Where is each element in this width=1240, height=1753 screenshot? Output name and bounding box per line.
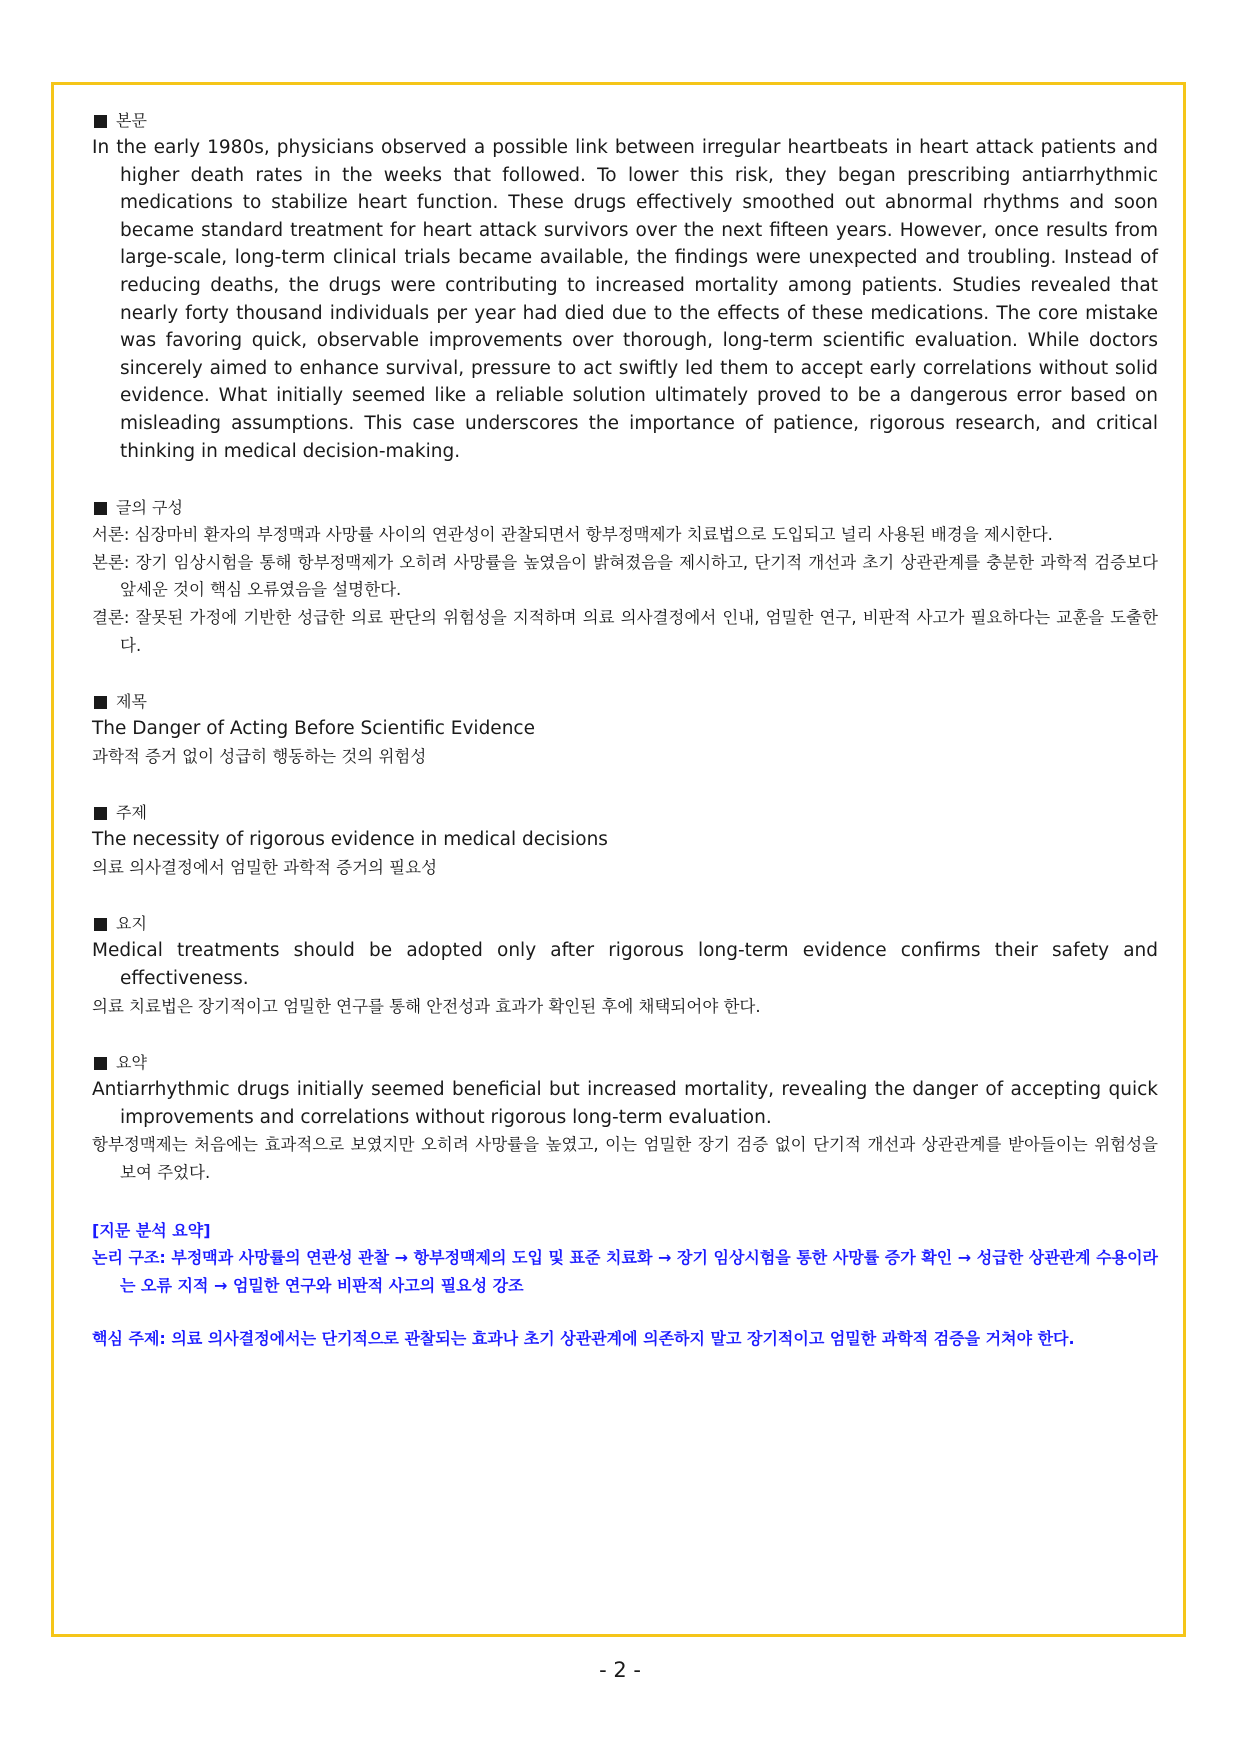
analysis-logic: 논리 구조: 부정맥과 사망률의 연관성 관찰 → 항부정맥제의 도입 및 표준 치료화 → 장기 임상시험을 통한 사망률 증가 확인 → 성급한 상관관계 수용이라는 오류 지적 → 엄밀한 연구와 비판적 사고의 필요성 강조 — [92, 1248, 1158, 1295]
analysis-heading: [지문 분석 요약] — [92, 1220, 211, 1240]
summary-en: Antiarrhythmic drugs initially seemed beneficial but increased mortality, revealing the danger of accepting quick improvements and correlations without rigorous long-term evaluation. — [92, 1079, 1158, 1128]
summary-ko: 항부정맥제는 처음에는 효과적으로 보였지만 오히려 사망률을 높였고, 이는 엄밀한 장기 검증 없이 단기적 개선과 상관관계를 받아들이는 위험성을 보여 주었다. — [92, 1135, 1158, 1183]
section-topic — [92, 800, 1158, 881]
section-heading: 주제 — [92, 800, 1158, 826]
square-bullet-icon — [94, 115, 107, 128]
analysis-core: 핵심 주제: 의료 의사결정에서는 단기적으로 관찰되는 효과나 초기 상관관계에 의존하지 말고 장기적이고 엄밀한 과학적 검증을 거쳐야 한다. — [92, 1329, 1075, 1349]
square-bullet-icon — [94, 807, 107, 820]
title-en: The Danger of Acting Before Scientific Evidence — [92, 718, 535, 740]
section-heading: 요약 — [92, 1050, 1158, 1076]
structure-body: 본론: 장기 임상시험을 통해 항부정맥제가 오히려 사망률을 높였음이 밝혀졌음을 제시하고, 단기적 개선과 초기 상관관계를 충분한 과학적 검증보다 앞세운 것이 핵심 오류였음을 설명한다. — [92, 552, 1158, 600]
topic-ko: 의료 의사결정에서 엄밀한 과학적 증거의 필요성 — [92, 857, 438, 877]
section-structure — [92, 495, 1158, 659]
section-summary — [92, 1050, 1158, 1186]
section-analysis — [92, 1217, 1158, 1353]
page-content — [92, 108, 1158, 1383]
structure-intro: 서론: 심장마비 환자의 부정맥과 사망률 사이의 연관성이 관찰되면서 항부정맥제가 치료법으로 도입되고 널리 사용된 배경을 제시한다. — [92, 525, 1053, 545]
title-ko: 과학적 증거 없이 성급히 행동하는 것의 위험성 — [92, 746, 427, 766]
section-gist — [92, 911, 1158, 1020]
gist-en: Medical treatments should be adopted only after rigorous long-term evidence confirms their safety and effectiveness. — [92, 940, 1158, 990]
topic-en: The necessity of rigorous evidence in medical decisions — [92, 829, 608, 851]
section-heading: 요지 — [92, 911, 1158, 937]
square-bullet-icon — [94, 696, 107, 709]
section-heading: 글의 구성 — [92, 495, 1158, 521]
square-bullet-icon — [94, 502, 107, 515]
page-number: - 2 - — [599, 1658, 641, 1682]
section-heading: 본문 — [92, 108, 1158, 134]
gist-ko: 의료 치료법은 장기적이고 엄밀한 연구를 통해 안전성과 효과가 확인된 후에 채택되어야 한다. — [92, 996, 761, 1016]
main-text-body: In the early 1980s, physicians observed a possible link between irregular heartbeats in heart attack patients and higher death rates in the weeks that followed. To lower this risk, they began prescribing antiarrhythmic medications to stabilize heart function. These drugs effectively smoothed out abnormal rhythms and soon became standard treatment for heart attack survivors over the next fifteen years. However, once results from large-scale, long-term clinical trials became available, the findings were unexpected and troubling. Instead of reducing deaths, the drugs were contributing to increased mortality among patients. Studies revealed that nearly forty thousand individuals per year had died due to the effects of these medications. The core mistake was favoring quick, observable improvements over thorough, long-term scientific evaluation. While doctors sincerely aimed to enhance survival, pressure to act swiftly led them to accept early correlations without solid evidence. What initially seemed like a reliable solution ultimately proved to be a dangerous error based on misleading assumptions. This case underscores the importance of patience, rigorous research, and critical thinking in medical decision-making. — [92, 137, 1158, 462]
structure-conclusion: 결론: 잘못된 가정에 기반한 성급한 의료 판단의 위험성을 지적하며 의료 의사결정에서 인내, 엄밀한 연구, 비판적 사고가 필요하다는 교훈을 도출한다. — [92, 607, 1158, 655]
section-title — [92, 689, 1158, 770]
section-heading: 제목 — [92, 689, 1158, 715]
square-bullet-icon — [94, 1057, 107, 1070]
square-bullet-icon — [94, 918, 107, 931]
section-main-text — [92, 108, 1158, 465]
